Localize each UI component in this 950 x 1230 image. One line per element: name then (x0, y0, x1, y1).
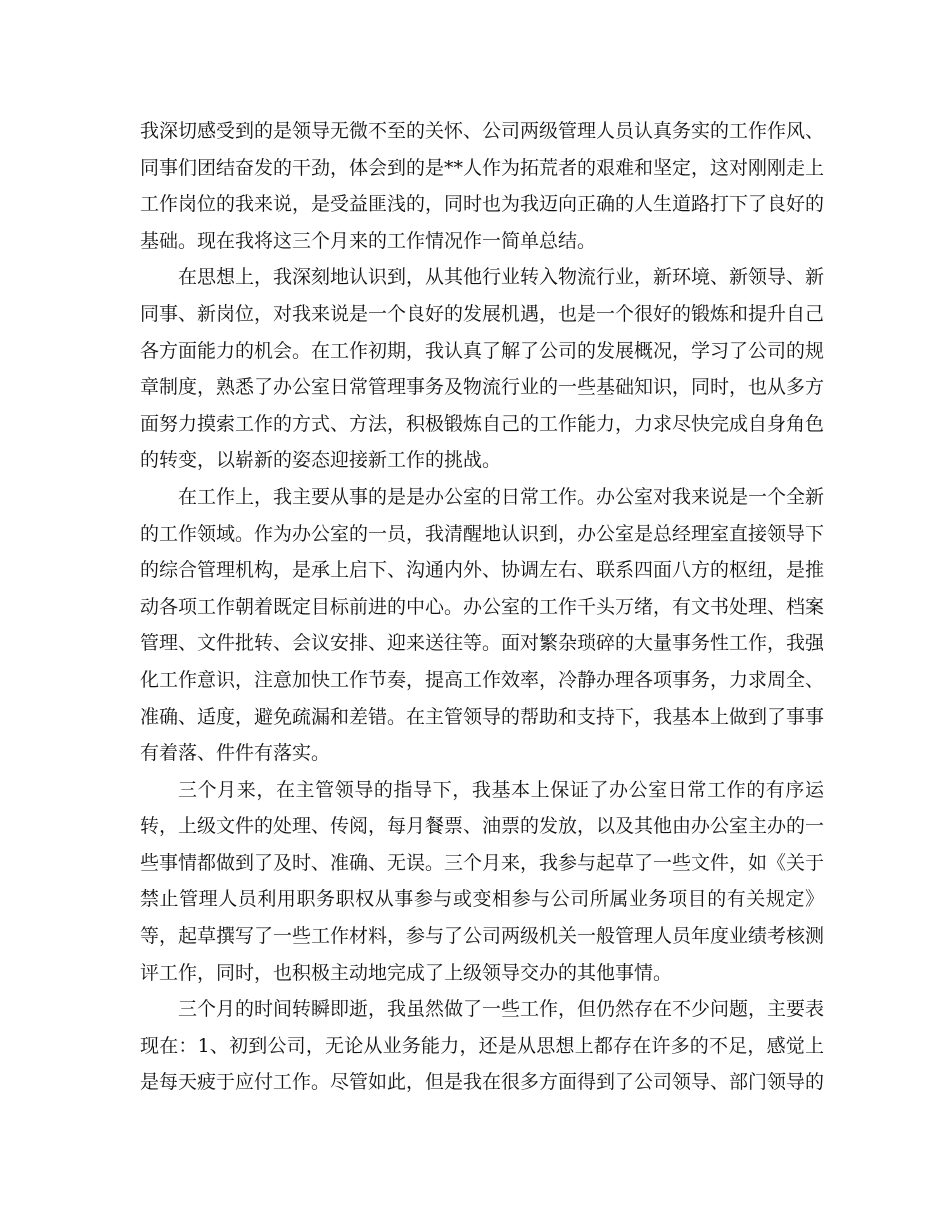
paragraph-problems: 三个月的时间转瞬即逝，我虽然做了一些工作，但仍然存在不少问题，主要表现在：1、初到公司，无论从业务能力，还是从思想上都存在许多的不足，感觉上是每天疲于应付工作。尽管如此，但是我在很多方面得到了公司领导、部门领导的 (140, 998, 825, 1094)
paragraph-continuation: 我深切感受到的是领导无微不至的关怀、公司两级管理人员认真务实的工作作风、同事们团结奋发的干劲，体会到的是**人作为拓荒者的艰难和坚定，这对刚刚走上工作岗位的我来说，是受益匪浅的，同时也为我迈向正确的人生道路打下了良好的基础。现在我将这三个月来的工作情况作一简单总结。 (140, 120, 825, 252)
paragraph-work: 在工作上，我主要从事的是是办公室的日常工作。办公室对我来说是一个全新的工作领域。作为办公室的一员，我清醒地认识到，办公室是总经理室直接领导下的综合管理机构，是承上启下、沟通内外、协调左右、联系四面八方的枢纽，是推动各项工作朝着既定目标前进的中心。办公室的工作千头万绪，有文书处理、档案管理、文件批转、会议安排、迎来送往等。面对繁杂琐碎的大量事务性工作，我强化工作意识，注意加快工作节奏，提高工作效率，冷静办理各项事务，力求周全、准确、适度，避免疏漏和差错。在主管领导的帮助和支持下，我基本上做到了事事有着落、件件有落实。 (140, 485, 825, 765)
document-page (140, 113, 824, 1101)
paragraph-thought: 在思想上，我深刻地认识到，从其他行业转入物流行业，新环境、新领导、新同事、新岗位，对我来说是一个良好的发展机遇，也是一个很好的锻炼和提升自己各方面能力的机会。在工作初期，我认真了解了公司的发展概况，学习了公司的规章制度，熟悉了办公室日常管理事务及物流行业的一些基础知识，同时，也从多方面努力摸索工作的方式、方法，积极锻炼自己的工作能力，力求尽快完成自身角色的转变，以崭新的姿态迎接新工作的挑战。 (140, 266, 825, 472)
paragraph-achievements: 三个月来，在主管领导的指导下，我基本上保证了办公室日常工作的有序运转，上级文件的处理、传阅，每月餐票、油票的发放，以及其他由办公室主办的一些事情都做到了及时、准确、无误。三个月来，我参与起草了一些文件，如《关于禁止管理人员利用职务职权从事参与或变相参与公司所属业务项目的有关规定》等，起草撰写了一些工作材料，参与了公司两级机关一般管理人员年度业绩考核测评工作，同时，也积极主动地完成了上级领导交办的其他事情。 (140, 778, 825, 984)
